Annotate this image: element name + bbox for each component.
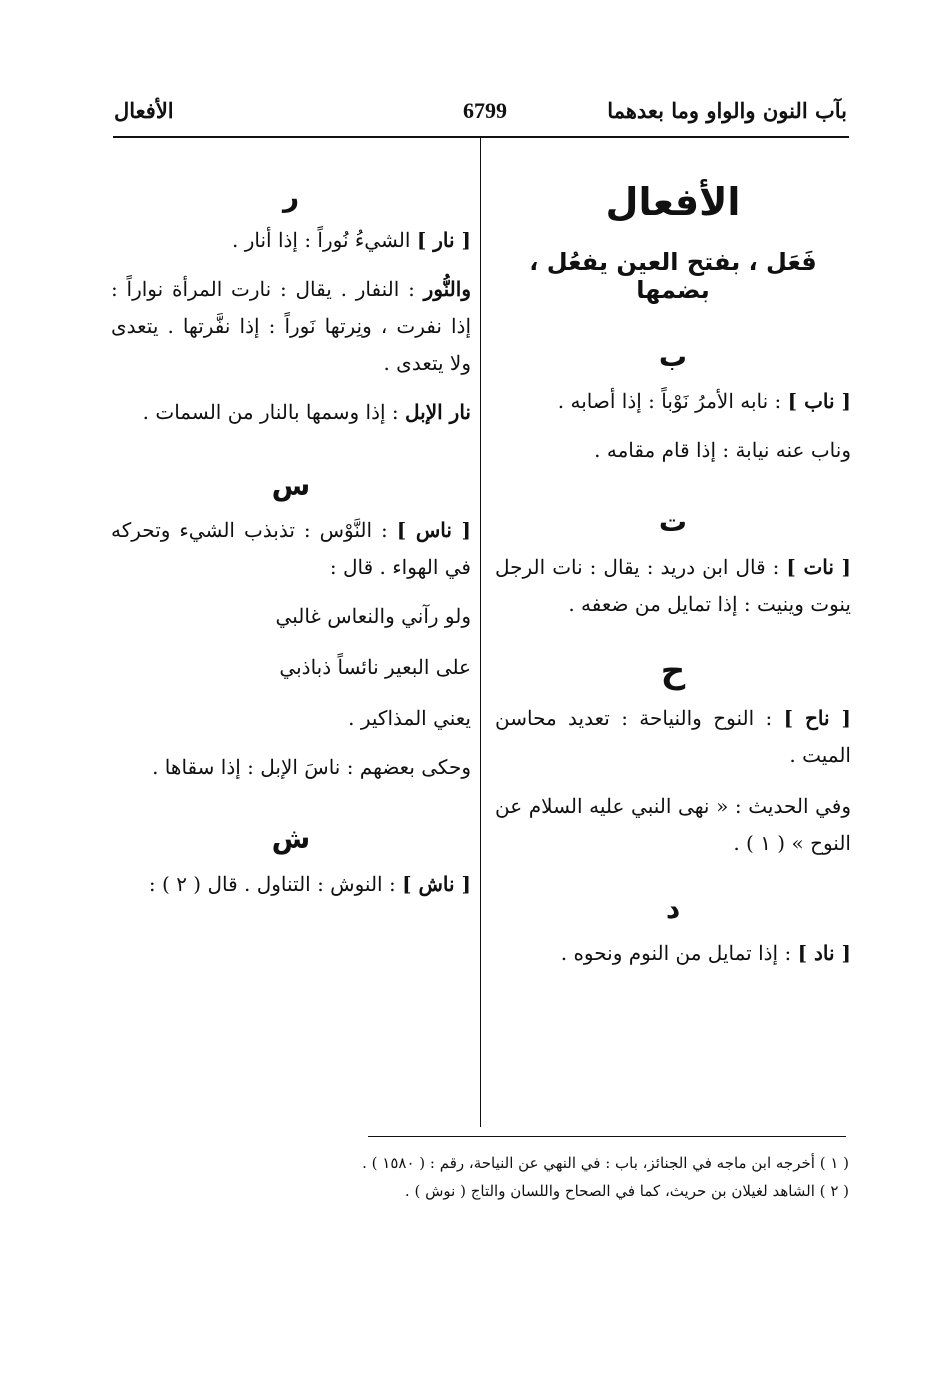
entry-niyaba — [495, 432, 851, 469]
entry-text: : نابه الأمرُ نَوْباً : إذا أصابه . — [557, 389, 788, 414]
entry-naar-ibil — [111, 394, 471, 431]
lemma: [ ناش ] — [402, 871, 471, 896]
entry-text: : النوش : التناول . قال ( ٢ ) : — [148, 871, 403, 896]
entry-text: وناب عنه نيابة : إذا قام مقامه . — [594, 438, 851, 463]
entry-text: : إذا وسمها بالنار من السمات . — [142, 399, 406, 424]
entry-naah — [495, 700, 851, 774]
entry-nuur — [111, 271, 471, 382]
left-column — [111, 180, 471, 903]
chapter-title: بآب النون والواو وما بعدهما — [607, 98, 847, 123]
lemma: والنُّور — [423, 276, 471, 301]
entry-text: : قال ابن دريد : يقال : نات الرجل ينوت وينيت : إذا تمايل من ضعفه . — [495, 554, 851, 616]
entry-hadith — [495, 788, 851, 862]
lemma: [ نار ] — [416, 227, 471, 252]
footnote-2: ( ٢ ) الشاهد لغيلان بن حريث، كما في الصحاح واللسان والتاج ( نوش ) . — [404, 1181, 849, 1200]
lemma: [ ناد ] — [797, 941, 851, 966]
entry-text: : إذا تمايل من النوم ونحوه . — [560, 941, 798, 966]
entry-text: : النَّوْس : تذبذب الشيء وتحركه في الهواء . قال : — [111, 518, 471, 580]
verse-line-1: ولو رآني والنعاس غالبي — [275, 604, 471, 629]
footnotes — [249, 1150, 849, 1206]
entry-text: وفي الحديث : « نهى النبي عليه السلام عن النوح » ( ١ ) . — [495, 793, 851, 855]
entry-naar — [111, 222, 471, 259]
entry-naab — [495, 383, 851, 420]
footnote-1: ( ١ ) أخرجه ابن ماجه في الجنائز، باب : في النهي عن النياحة، رقم : ( ١٥٨٠ ) . — [362, 1154, 849, 1172]
lemma: [ ناح ] — [783, 705, 851, 730]
header-rule — [113, 136, 849, 138]
letter-heading-ra: ر — [282, 180, 300, 213]
entry-text: : النفار . يقال : نارت المرأة نواراً : إذا نفرت ، ونِرتها نَوراً : إذا نفَّرتها . يتعدى ولا يتعدى . — [111, 276, 471, 375]
main-title: الأفعال — [605, 180, 741, 224]
subtitle: فَعَل ، بفتح العين يفعُل ، بضمها — [529, 247, 817, 304]
lemma: [ ناب ] — [787, 389, 851, 414]
letter-heading-dal: د — [665, 891, 681, 925]
entry-text: يعني المذاكير . — [348, 706, 471, 731]
page-number: 6799 — [463, 98, 507, 123]
entry-naas — [111, 512, 471, 586]
lemma: نار الإبل — [405, 399, 471, 424]
entry-text: : النوح والنياحة : تعديد محاسن الميت . — [495, 705, 851, 767]
letter-heading-shin: ش — [271, 822, 311, 856]
entry-naat — [495, 549, 851, 623]
section-title: الأفعال — [114, 98, 174, 123]
entry-text: الشيءُ نُوراً : إذا أنار . — [232, 227, 417, 252]
lemma: [ نات ] — [786, 554, 851, 579]
letter-heading-ha: ح — [660, 650, 686, 691]
right-column — [495, 180, 851, 972]
lemma: [ ناس ] — [396, 518, 471, 543]
verse-line-2: على البعير نائساً ذباذبي — [279, 655, 471, 680]
entry-naash — [111, 866, 471, 903]
entry-explanation — [111, 700, 471, 737]
entry-text: وحكى بعضهم : ناسَ الإبل : إذا سقاها . — [152, 755, 471, 780]
footnote-rule — [368, 1136, 846, 1137]
letter-heading-ba: ب — [658, 339, 688, 373]
letter-heading-ta: ت — [658, 505, 688, 539]
entry-naad — [495, 935, 851, 972]
column-divider — [480, 137, 481, 1127]
entry-naas-ibil — [111, 749, 471, 786]
letter-heading-sin: س — [271, 468, 311, 502]
